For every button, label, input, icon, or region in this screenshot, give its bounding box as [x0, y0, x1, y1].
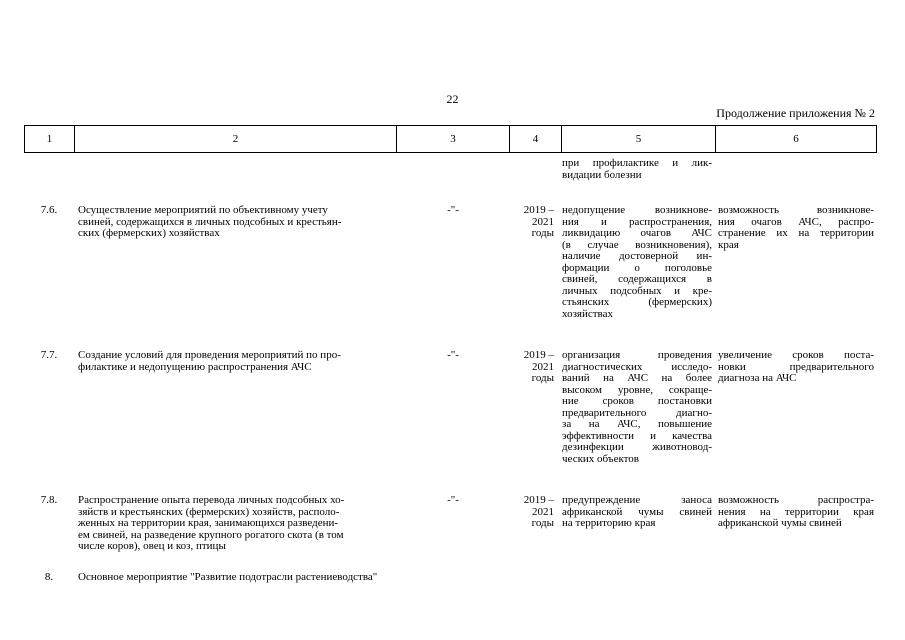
text-line: возможность распростра-: [718, 494, 874, 506]
text-line: дезинфекции животновод-: [562, 441, 712, 453]
row-effect: [718, 350, 874, 385]
row-term: [510, 495, 554, 530]
text-line: женных на территории края, занимающихся разведени-: [78, 517, 339, 529]
text-line: филактике и недопущению распространения АЧС: [78, 360, 312, 373]
row-executor: -"-: [447, 204, 459, 216]
text-line: 2021: [532, 215, 554, 228]
text-line: ваний на АЧС на более: [562, 372, 712, 384]
text-line: Создание условий для проведения мероприятий по про-: [78, 349, 341, 361]
text-line: ния и распространения,: [562, 215, 712, 228]
row-effect: [718, 495, 874, 530]
text-line: африканской чумы свиней: [718, 517, 842, 529]
text-line: ем свиней, на разведение крупного рогатого скота (в том: [78, 528, 344, 541]
text-line: личных подсобных и кре-: [562, 284, 712, 297]
text-line: новки предварительного: [718, 360, 874, 373]
row-number: 7.7.: [40, 349, 58, 361]
row-number: 8.: [44, 571, 54, 583]
text-line: формации о поголовье: [562, 261, 712, 274]
row-number: 7.8.: [40, 494, 58, 506]
row-result: [562, 495, 712, 530]
header-col-4: 4: [510, 126, 562, 153]
text-line: видации болезни: [562, 168, 642, 181]
header-col-3: 3: [397, 126, 510, 153]
continuation-label: Продолжение приложения № 2: [716, 106, 875, 120]
text-line: ния очагов АЧС, распро-: [718, 215, 874, 228]
text-line: возможность возникнове-: [718, 204, 874, 216]
text-line: зяйств и крестьянских (фермерских) хозяйств, располо-: [78, 505, 340, 518]
text-line: нения на территории края: [718, 505, 874, 518]
text-line: недопущение возникнове-: [562, 204, 712, 216]
text-line: 2019 –: [523, 349, 554, 361]
text-line: предупреждение заноса: [562, 494, 712, 506]
text-line: увеличение сроков поста-: [718, 349, 874, 361]
text-line: ческих объектов: [562, 452, 639, 465]
row-term: [510, 350, 554, 385]
row-effect: [718, 205, 874, 251]
text-line: 2019 –: [523, 204, 554, 216]
text-line: свиней, содержащихся в: [562, 273, 712, 285]
text-line: числе коров), овец и коз, птицы: [78, 540, 226, 552]
text-line: ликвидацию очагов АЧС: [562, 227, 712, 239]
row-term: [510, 205, 554, 240]
text-line: Распространение опыта перевода личных подсобных хо-: [78, 494, 345, 506]
row-description: [78, 350, 390, 373]
text-line: диагноза на АЧС: [718, 372, 797, 384]
text-line: хозяйствах: [562, 307, 613, 320]
header-col-1: 1: [25, 126, 75, 153]
row-result: [562, 350, 712, 465]
text-line: (в случае возникновения),: [562, 238, 712, 251]
row-description: [78, 572, 498, 584]
text-line: ние сроков постановки: [562, 395, 712, 407]
text-line: диагностических исследо-: [562, 360, 712, 373]
text-line: наличие достоверной ин-: [562, 250, 712, 262]
text-line: ских (фермерских) хозяйствах: [78, 227, 220, 239]
text-line: Основное мероприятие "Развитие подотрасли растениеводства": [78, 571, 378, 583]
text-line: годы: [531, 517, 554, 529]
header-col-6: 6: [716, 126, 877, 153]
text-line: организация проведения: [562, 349, 712, 361]
carryover-result: [562, 158, 712, 181]
row-executor: -"-: [447, 494, 459, 506]
page-number: 22: [446, 92, 459, 106]
row-description: [78, 205, 390, 240]
text-line: годы: [531, 227, 554, 239]
text-line: Осуществление мероприятий по объективному учету: [78, 204, 328, 216]
row-executor: -"-: [447, 349, 459, 361]
text-line: края: [718, 238, 739, 251]
header-col-2: 2: [75, 126, 397, 153]
text-line: при профилактике и лик-: [562, 157, 712, 169]
text-line: годы: [531, 372, 554, 384]
text-line: 2021: [532, 360, 554, 373]
text-line: на территорию края: [562, 517, 656, 529]
text-line: предварительного диагно-: [562, 406, 712, 419]
row-number: 7.6.: [40, 204, 58, 216]
row-result: [562, 205, 712, 320]
text-line: свиней, содержащихся в личных подсобных и крестьян-: [78, 215, 342, 228]
text-line: странение их на территории: [718, 227, 874, 239]
text-line: за на АЧС, повышение: [562, 418, 712, 430]
text-line: 2019 –: [523, 494, 554, 506]
text-line: высоком уровне, сокраще-: [562, 383, 712, 396]
text-line: 2021: [532, 505, 554, 518]
table-header: [24, 125, 877, 153]
header-col-5: 5: [562, 126, 716, 153]
text-line: стьянских (фермерских): [562, 296, 712, 308]
text-line: эффективности и качества: [562, 429, 712, 442]
row-description: [78, 495, 390, 553]
text-line: африканской чумы свиней: [562, 505, 712, 518]
